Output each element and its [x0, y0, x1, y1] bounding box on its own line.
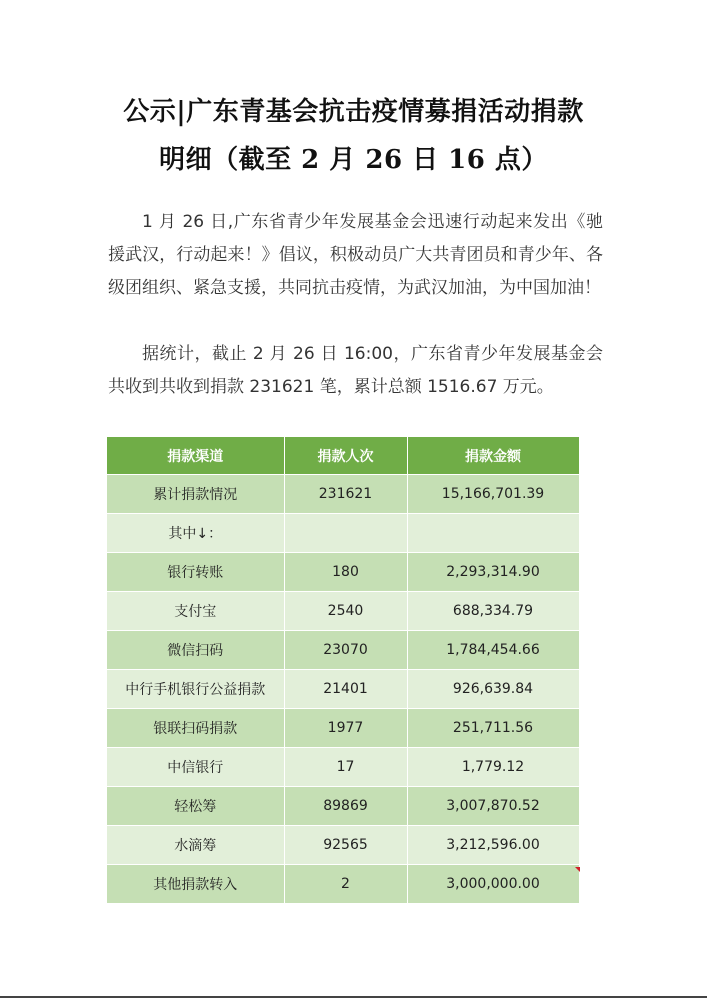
table-row — [107, 514, 579, 553]
cell-count: 231621 — [284, 475, 407, 514]
page-bottom-rule — [0, 996, 707, 998]
cell-count: 21401 — [284, 670, 407, 709]
cell-amount — [407, 514, 579, 553]
table-row — [107, 553, 579, 592]
table-row — [107, 592, 579, 631]
table-row — [107, 631, 579, 670]
donation-table-container — [107, 437, 579, 904]
table-row — [107, 709, 579, 748]
cell-count: 17 — [284, 748, 407, 787]
cell-amount: 926,639.84 — [407, 670, 579, 709]
table-row — [107, 670, 579, 709]
donation-table — [107, 437, 580, 904]
cell-amount: 3,000,000.00 — [407, 865, 579, 904]
cell-channel: 累计捐款情况 — [107, 475, 284, 514]
cell-count: 89869 — [284, 787, 407, 826]
cell-channel: 中行手机银行公益捐款 — [107, 670, 284, 709]
cell-channel: 支付宝 — [107, 592, 284, 631]
cell-amount: 2,293,314.90 — [407, 553, 579, 592]
cell-count — [284, 514, 407, 553]
header-channel: 捐款渠道 — [107, 437, 284, 475]
intro-paragraph: 1 月 26 日,广东省青少年发展基金会迅速行动起来发出《驰援武汉，行动起来！》倡议，积极动员广大共青团员和青少年、各级团组织、紧急支援，共同抗击疫情，为武汉加油，为中国加油！ — [108, 212, 603, 298]
cell-count: 92565 — [284, 826, 407, 865]
page-title-line1: 公示|广东青基会抗击疫情募捐活动捐款 — [123, 97, 584, 127]
table-row — [107, 787, 579, 826]
cell-amount: 1,779.12 — [407, 748, 579, 787]
cell-amount: 15,166,701.39 — [407, 475, 579, 514]
header-amount: 捐款金额 — [407, 437, 579, 475]
cell-channel: 银行转账 — [107, 553, 284, 592]
cell-amount: 3,007,870.52 — [407, 787, 579, 826]
cell-amount: 251,711.56 — [407, 709, 579, 748]
cell-channel: 轻松筹 — [107, 787, 284, 826]
table-row — [107, 865, 579, 904]
table-row — [107, 475, 579, 514]
cell-channel: 水滴筹 — [107, 826, 284, 865]
cell-count: 1977 — [284, 709, 407, 748]
cell-amount: 688,334.79 — [407, 592, 579, 631]
table-row — [107, 748, 579, 787]
header-count: 捐款人次 — [284, 437, 407, 475]
statistics-paragraph: 据统计，截止 2 月 26 日 16:00，广东省青少年发展基金会共收到共收到捐款 231621 笔，累计总额 1516.67 万元。 — [108, 344, 603, 397]
cell-channel: 其中↓： — [107, 514, 284, 553]
comment-marker-icon — [575, 867, 580, 872]
table-header-row — [107, 437, 579, 475]
table-row — [107, 826, 579, 865]
cell-count: 2540 — [284, 592, 407, 631]
cell-count: 180 — [284, 553, 407, 592]
cell-channel: 微信扫码 — [107, 631, 284, 670]
cell-amount: 3,212,596.00 — [407, 826, 579, 865]
cell-amount: 1,784,454.66 — [407, 631, 579, 670]
cell-channel: 其他捐款转入 — [107, 865, 284, 904]
cell-count: 23070 — [284, 631, 407, 670]
page-title-line2: 明细（截至 2 月 26 日 16 点） — [159, 145, 548, 175]
cell-channel: 银联扫码捐款 — [107, 709, 284, 748]
cell-channel: 中信银行 — [107, 748, 284, 787]
cell-count: 2 — [284, 865, 407, 904]
